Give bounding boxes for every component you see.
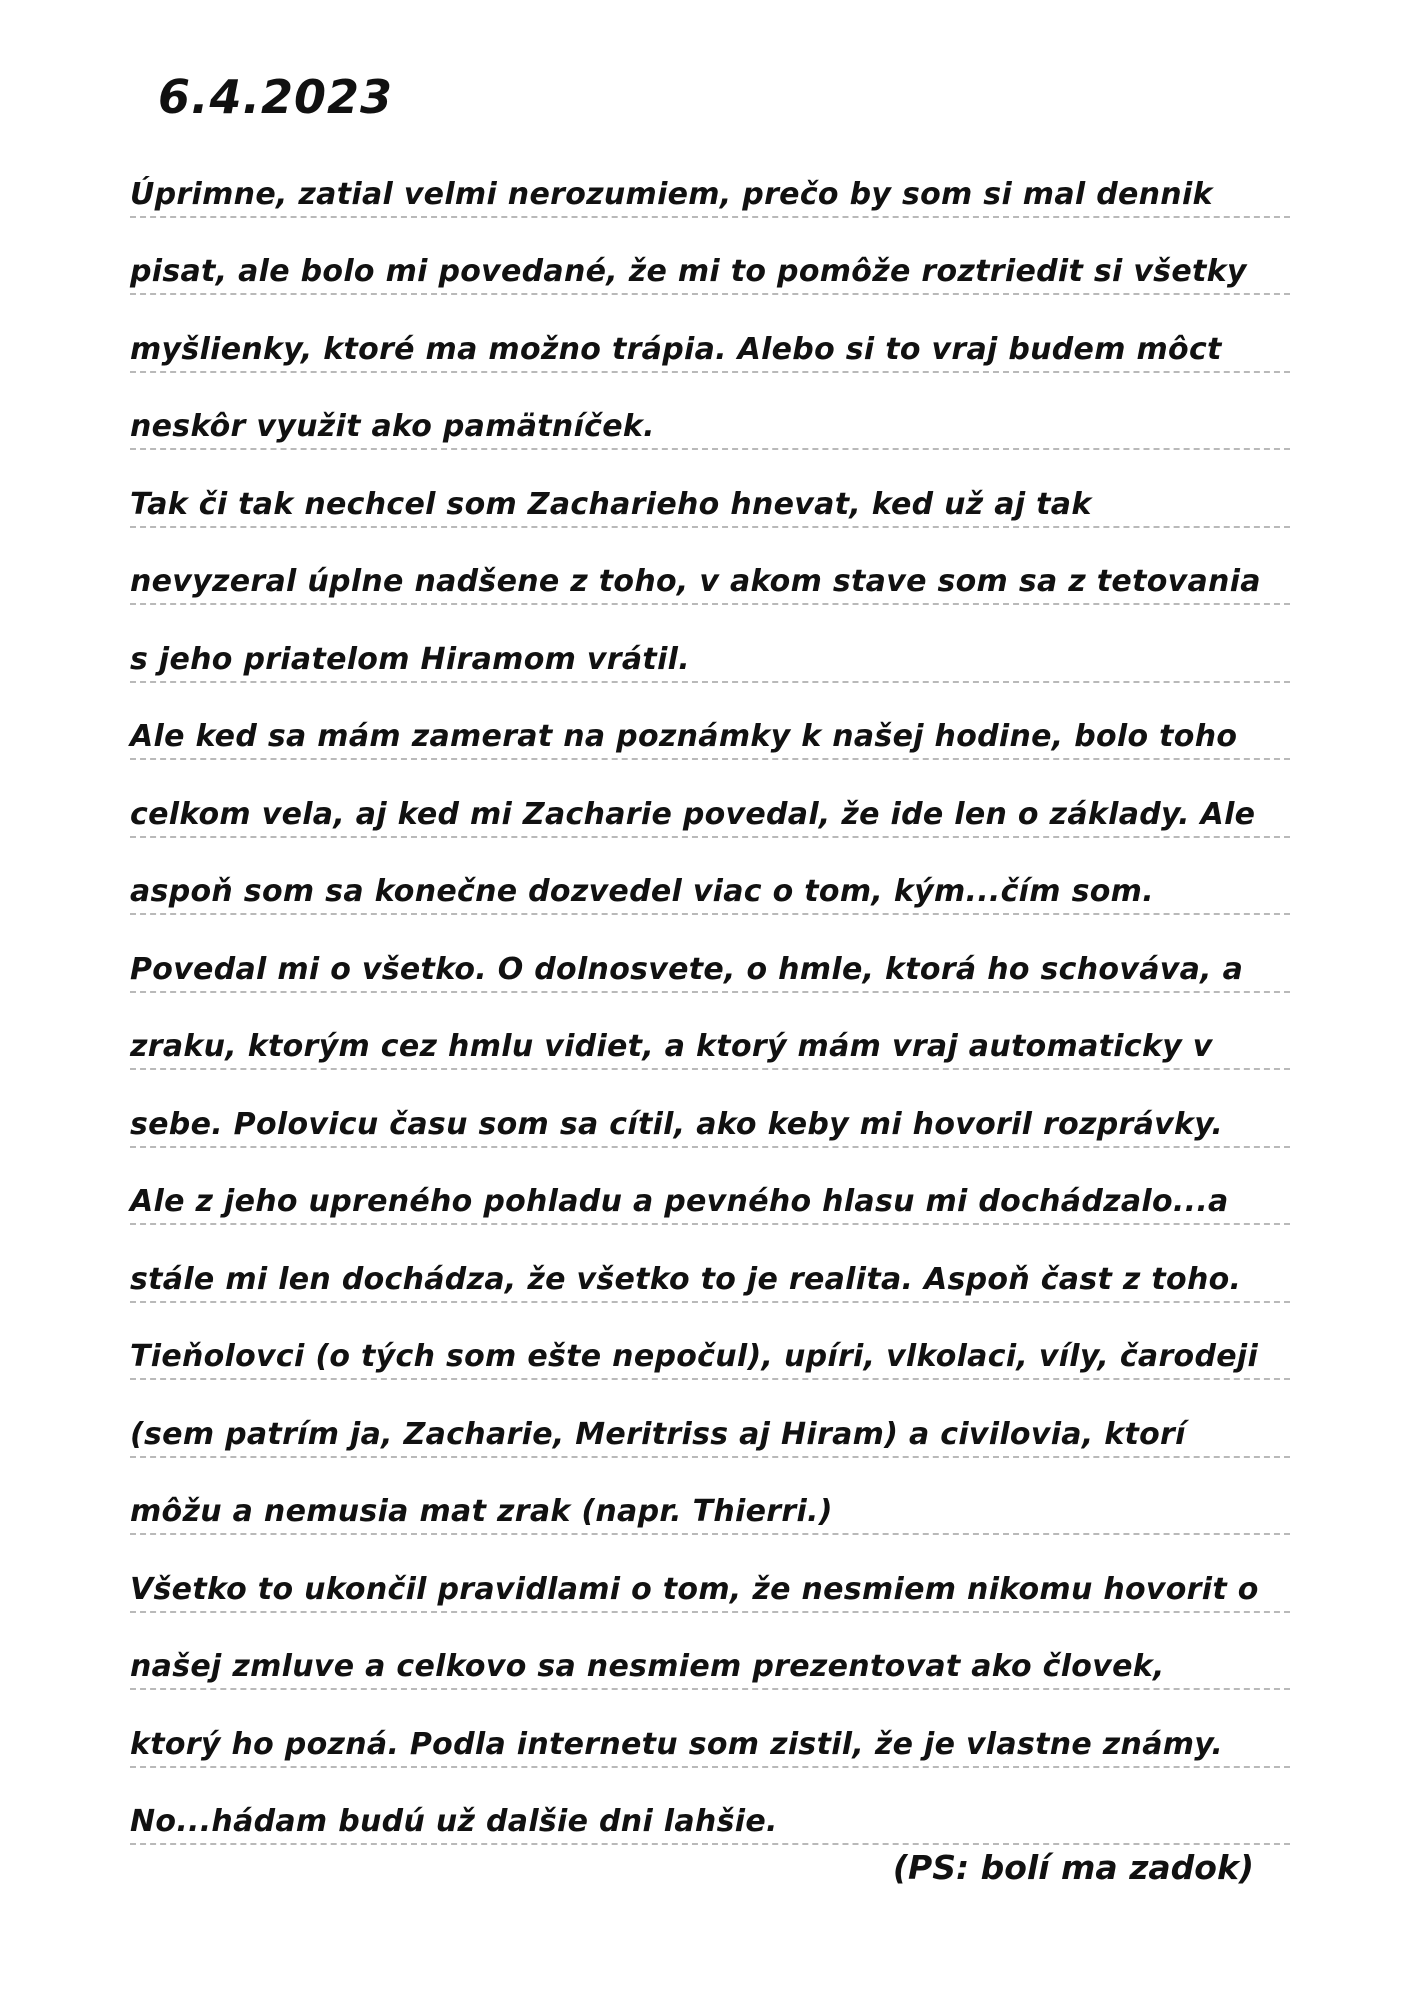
handwritten-line: našej zmluve a celkovo sa nesmiem prezentovat ako človek, — [130, 1649, 1165, 1684]
handwritten-line: sebe. Polovicu času som sa cítil, ako keby mi hovoril rozprávky. — [130, 1106, 1224, 1142]
handwritten-line: No...hádam budú už dalšie dni lahšie. — [130, 1804, 778, 1839]
ruled-line — [130, 450, 1290, 528]
handwritten-line: (sem patrím ja, Zacharie, Meritriss aj Hiram) a civilovia, ktorí — [130, 1416, 1186, 1452]
handwritten-line: Tak či tak nechcel som Zacharieho hnevat, ked už aj tak — [130, 486, 1092, 522]
handwritten-line: Úprimne, zatial velmi nerozumiem, prečo by som si mal dennik — [130, 176, 1213, 212]
handwritten-line: Tieňolovci (o tých som ešte nepočul), upíri, vlkolaci, víly, čarodeji — [130, 1339, 1259, 1374]
ruled-line — [130, 605, 1290, 683]
ruled-line — [130, 1225, 1290, 1303]
handwritten-line: s jeho priatelom Hiramom vrátil. — [130, 641, 690, 677]
entry-date: 6.4.2023 — [158, 70, 393, 124]
handwritten-line: zraku, ktorým cez hmlu vidiet, a ktorý mám vraj automaticky v — [130, 1029, 1213, 1064]
ruled-line — [130, 1458, 1290, 1536]
ruled-line — [130, 140, 1290, 218]
ruled-line — [130, 295, 1290, 373]
ruled-line — [130, 1690, 1290, 1768]
postscript: (PS: bolí ma zadok) — [892, 1848, 1254, 1887]
handwritten-line: myšlienky, ktoré ma možno trápia. Alebo si to vraj budem môct — [130, 331, 1222, 367]
ruled-line — [130, 1768, 1290, 1846]
ruled-line — [130, 218, 1290, 296]
ruled-line — [130, 993, 1290, 1071]
handwritten-line: stále mi len dochádza, že všetko to je realita. Aspoň čast z toho. — [130, 1261, 1242, 1297]
ruled-line — [130, 760, 1290, 838]
handwritten-line: môžu a nemusia mat zrak (napr. Thierri.) — [130, 1494, 833, 1529]
ruled-line — [130, 1535, 1290, 1613]
handwritten-line: nevyzeral úplne nadšene z toho, v akom stave som sa z tetovania — [130, 564, 1261, 599]
handwritten-line: neskôr využit ako pamätníček. — [130, 409, 655, 444]
ruled-line — [130, 915, 1290, 993]
ruled-line — [130, 373, 1290, 451]
ruled-line — [130, 1380, 1290, 1458]
handwritten-line: Povedal mi o všetko. O dolnosvete, o hmle, ktorá ho schováva, a — [130, 951, 1244, 987]
ruled-line — [130, 528, 1290, 606]
ruled-line — [130, 1070, 1290, 1148]
ruled-line — [130, 1613, 1290, 1691]
ruled-line — [130, 1148, 1290, 1226]
handwritten-line: aspoň som sa konečne dozvedel viac o tom, kým...čím som. — [130, 874, 1154, 909]
handwritten-line: Ale z jeho upreného pohladu a pevného hlasu mi dochádzalo...a — [130, 1184, 1229, 1219]
ruled-line — [130, 683, 1290, 761]
handwritten-line: Ale ked sa mám zamerat na poznámky k našej hodine, bolo toho — [130, 719, 1238, 754]
ruled-line — [130, 1303, 1290, 1381]
diary-lines — [130, 140, 1290, 1845]
handwritten-line: pisat, ale bolo mi povedané, že mi to pomôže roztriedit si všetky — [130, 254, 1247, 289]
handwritten-line: ktorý ho pozná. Podla internetu som zistil, že je vlastne známy. — [130, 1726, 1224, 1762]
handwritten-line: Všetko to ukončil pravidlami o tom, že nesmiem nikomu hovorit o — [130, 1571, 1259, 1607]
ruled-line — [130, 838, 1290, 916]
handwritten-line: celkom vela, aj ked mi Zacharie povedal, že ide len o základy. Ale — [130, 796, 1256, 832]
